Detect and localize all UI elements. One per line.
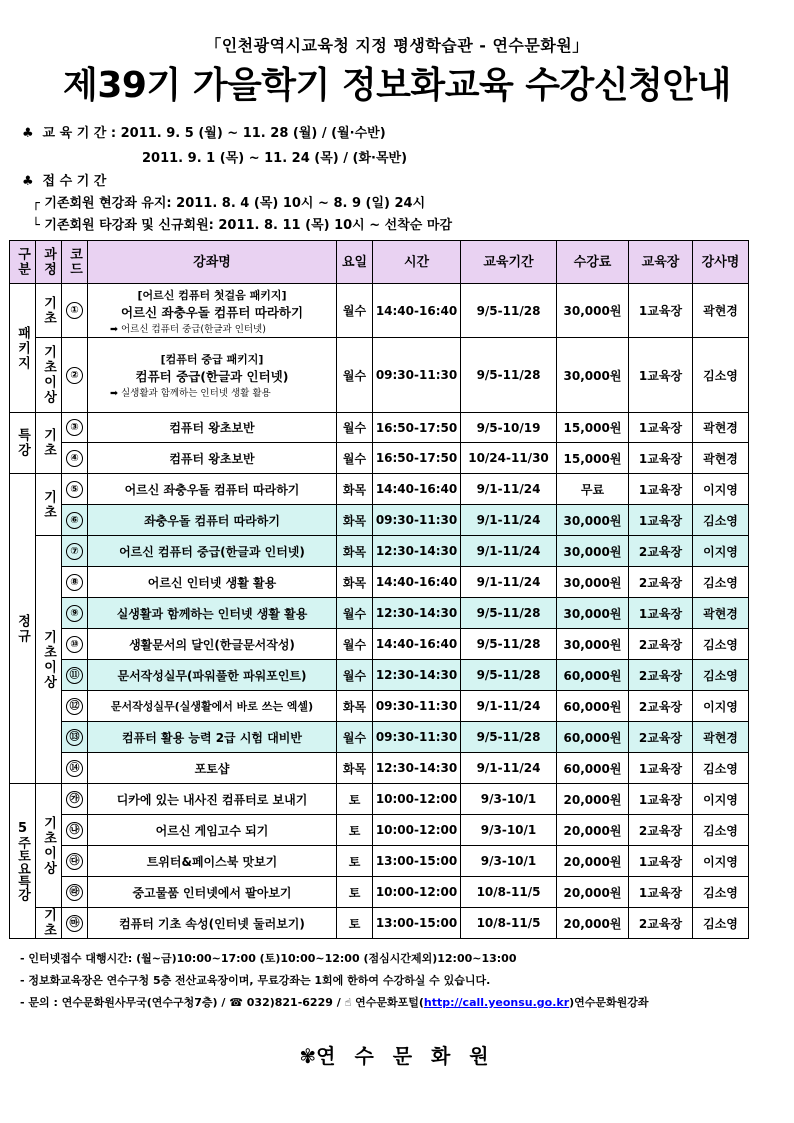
table-row bbox=[10, 846, 749, 877]
footer-organization bbox=[0, 1040, 794, 1069]
course-period: 9/1-11/24 bbox=[461, 536, 557, 567]
course-room: 1교육장 bbox=[629, 753, 693, 784]
education-period-label: 교 육 기 간 : bbox=[42, 126, 117, 141]
course-time: 14:40-16:40 bbox=[373, 284, 461, 338]
education-period-2: 2011. 9. 1 (목) ~ 11. 24 (목) / (화·목반) bbox=[142, 151, 408, 166]
course-period: 9/5-11/28 bbox=[461, 660, 557, 691]
course-code: ② bbox=[66, 367, 83, 384]
package-title: [어르신 컴퓨터 첫걸음 패키지] bbox=[137, 288, 287, 302]
course-day: 화목 bbox=[337, 567, 373, 598]
table-row bbox=[10, 598, 749, 629]
table-row bbox=[10, 753, 749, 784]
course-name: 문서작성실무(파워풀한 파워포인트) bbox=[88, 660, 337, 691]
group-special: 특강 bbox=[10, 413, 36, 474]
header-period: 교육기간 bbox=[461, 241, 557, 284]
course-period: 10/8-11/5 bbox=[461, 877, 557, 908]
course-name: 어르신 게임고수 되기 bbox=[88, 815, 337, 846]
course-day: 토 bbox=[337, 846, 373, 877]
course-room: 1교육장 bbox=[629, 338, 693, 413]
course-code: ③ bbox=[66, 419, 83, 436]
course-time: 12:30-14:30 bbox=[373, 598, 461, 629]
portal-link[interactable]: http://call.yeonsu.go.kr bbox=[423, 996, 570, 1009]
course-code: ⑪ bbox=[66, 667, 83, 684]
course-teacher: 이지영 bbox=[693, 474, 749, 505]
course-code: ⑫ bbox=[66, 698, 83, 715]
course-day: 월수 bbox=[337, 443, 373, 474]
course-fee: 무료 bbox=[557, 474, 629, 505]
level-basic: 기초 bbox=[36, 284, 62, 338]
flower-logo-icon: ✾ bbox=[299, 1044, 317, 1068]
table-row bbox=[10, 536, 749, 567]
header-day: 요일 bbox=[337, 241, 373, 284]
course-code: ㉱ bbox=[66, 884, 83, 901]
course-teacher: 김소영 bbox=[693, 660, 749, 691]
course-period: 9/1-11/24 bbox=[461, 505, 557, 536]
course-name: 컴퓨터 활용 능력 2급 시험 대비반 bbox=[88, 722, 337, 753]
course-period: 10/24-11/30 bbox=[461, 443, 557, 474]
course-name-cell bbox=[88, 338, 337, 413]
table-row bbox=[10, 505, 749, 536]
course-teacher: 곽현경 bbox=[693, 598, 749, 629]
course-time: 10:00-12:00 bbox=[373, 815, 461, 846]
course-fee: 30,000원 bbox=[557, 536, 629, 567]
course-teacher: 곽현경 bbox=[693, 284, 749, 338]
course-room: 1교육장 bbox=[629, 877, 693, 908]
course-fee: 20,000원 bbox=[557, 815, 629, 846]
course-day: 월수 bbox=[337, 413, 373, 443]
table-row bbox=[10, 660, 749, 691]
course-time: 14:40-16:40 bbox=[373, 629, 461, 660]
table-row bbox=[10, 474, 749, 505]
course-day: 화목 bbox=[337, 474, 373, 505]
header-time: 시간 bbox=[373, 241, 461, 284]
footer-name: 연 수 문 화 원 bbox=[316, 1044, 495, 1068]
level-basic: 기초 bbox=[36, 474, 62, 536]
course-teacher: 이지영 bbox=[693, 784, 749, 815]
education-period-1: 2011. 9. 5 (월) ~ 11. 28 (월) / (월·수반) bbox=[120, 126, 386, 141]
course-teacher: 김소영 bbox=[693, 753, 749, 784]
course-period: 9/5-11/28 bbox=[461, 284, 557, 338]
course-code: ⑧ bbox=[66, 574, 83, 591]
course-teacher: 김소영 bbox=[693, 908, 749, 939]
course-code: ⑤ bbox=[66, 481, 83, 498]
course-period: 9/5-11/28 bbox=[461, 338, 557, 413]
course-day: 화목 bbox=[337, 505, 373, 536]
course-fee: 30,000원 bbox=[557, 567, 629, 598]
table-row bbox=[10, 908, 749, 939]
note-contact bbox=[20, 994, 649, 1010]
course-name: 트위터&페이스북 맛보기 bbox=[88, 846, 337, 877]
course-day: 토 bbox=[337, 877, 373, 908]
course-room: 1교육장 bbox=[629, 784, 693, 815]
course-day: 월수 bbox=[337, 660, 373, 691]
club-icon: ♣ bbox=[22, 126, 34, 141]
course-code: ⑭ bbox=[66, 760, 83, 777]
course-day: 토 bbox=[337, 815, 373, 846]
course-time: 13:00-15:00 bbox=[373, 908, 461, 939]
group-package: 패키지 bbox=[10, 284, 36, 413]
table-row bbox=[10, 722, 749, 753]
page-title: 제39기 가을학기 정보화교육 수강신청안내 bbox=[63, 65, 731, 106]
course-day: 월수 bbox=[337, 598, 373, 629]
course-time: 12:30-14:30 bbox=[373, 536, 461, 567]
course-time: 09:30-11:30 bbox=[373, 691, 461, 722]
course-fee: 60,000원 bbox=[557, 660, 629, 691]
package-title: [컴퓨터 중급 패키지] bbox=[160, 353, 264, 366]
course-time: 13:00-15:00 bbox=[373, 846, 461, 877]
note-location: - 정보화교육장은 연수구청 5층 전산교육장이며, 무료강좌는 1회에 한하여 수강하실 수 있습니다. bbox=[20, 974, 491, 987]
course-name: 컴퓨터 왕초보반 bbox=[88, 443, 337, 474]
course-period: 9/5-10/19 bbox=[461, 413, 557, 443]
course-time: 10:00-12:00 bbox=[373, 784, 461, 815]
table-row bbox=[10, 443, 749, 474]
registration-period-line bbox=[22, 170, 106, 189]
course-code: ⑨ bbox=[66, 605, 83, 622]
course-room: 2교육장 bbox=[629, 722, 693, 753]
course-day: 월수 bbox=[337, 722, 373, 753]
course-room: 1교육장 bbox=[629, 846, 693, 877]
course-fee: 20,000원 bbox=[557, 784, 629, 815]
course-time: 14:40-16:40 bbox=[373, 567, 461, 598]
course-period: 9/3-10/1 bbox=[461, 846, 557, 877]
course-period: 9/5-11/28 bbox=[461, 722, 557, 753]
course-period: 9/5-11/28 bbox=[461, 598, 557, 629]
course-fee: 30,000원 bbox=[557, 505, 629, 536]
level-basic-plus: 기초이상 bbox=[36, 784, 62, 908]
course-teacher: 곽현경 bbox=[693, 722, 749, 753]
course-code: ㉰ bbox=[66, 853, 83, 870]
course-teacher: 이지영 bbox=[693, 846, 749, 877]
course-name: 어르신 컴퓨터 중급(한글과 인터넷) bbox=[88, 536, 337, 567]
header-course-level: 과정 bbox=[36, 241, 62, 284]
table-row bbox=[10, 338, 749, 413]
course-room: 2교육장 bbox=[629, 567, 693, 598]
group-regular: 정규 bbox=[10, 474, 36, 784]
course-code: ⑩ bbox=[66, 636, 83, 653]
registration-existing: ┌ 기존회원 현강좌 유지: 2011. 8. 4 (목) 10시 ~ 8. 9 (일) 24시 bbox=[32, 196, 426, 211]
course-time: 09:30-11:30 bbox=[373, 505, 461, 536]
course-period: 10/8-11/5 bbox=[461, 908, 557, 939]
table-row bbox=[10, 284, 749, 338]
course-period: 9/1-11/24 bbox=[461, 691, 557, 722]
course-fee: 15,000원 bbox=[557, 443, 629, 474]
header-course-name: 강좌명 bbox=[88, 241, 337, 284]
course-period: 9/1-11/24 bbox=[461, 474, 557, 505]
course-fee: 30,000원 bbox=[557, 338, 629, 413]
course-code: ④ bbox=[66, 450, 83, 467]
table-row bbox=[10, 815, 749, 846]
course-code: ㉯ bbox=[66, 822, 83, 839]
course-room: 1교육장 bbox=[629, 284, 693, 338]
table-row bbox=[10, 567, 749, 598]
course-room: 1교육장 bbox=[629, 413, 693, 443]
contact-text: - 문의 : 연수문화원사무국(연수구청7층) / ☎ 032)821-6229 / ☝ 연수문화포털( bbox=[20, 996, 424, 1009]
course-name: 디카에 있는 내사진 컴퓨터로 보내기 bbox=[88, 784, 337, 815]
level-basic: 기초 bbox=[36, 413, 62, 474]
education-period-line bbox=[22, 122, 386, 141]
course-fee: 20,000원 bbox=[557, 908, 629, 939]
header-code: 코드 bbox=[62, 241, 88, 284]
course-room: 2교육장 bbox=[629, 815, 693, 846]
course-day: 월수 bbox=[337, 284, 373, 338]
course-room: 2교육장 bbox=[629, 908, 693, 939]
course-code: ⑦ bbox=[66, 543, 83, 560]
course-day: 월수 bbox=[337, 629, 373, 660]
course-room: 2교육장 bbox=[629, 691, 693, 722]
table-row bbox=[10, 784, 749, 815]
course-period: 9/5-11/28 bbox=[461, 629, 557, 660]
package-sub-course: ➡ 어르신 컴퓨터 중급(한글과 인터넷) bbox=[110, 323, 266, 335]
table-row bbox=[10, 877, 749, 908]
course-teacher: 김소영 bbox=[693, 877, 749, 908]
course-code: ⑥ bbox=[66, 512, 83, 529]
course-teacher: 김소영 bbox=[693, 338, 749, 413]
course-time: 10:00-12:00 bbox=[373, 877, 461, 908]
course-room: 2교육장 bbox=[629, 629, 693, 660]
course-name-cell bbox=[88, 284, 337, 338]
course-fee: 30,000원 bbox=[557, 284, 629, 338]
level-basic-plus: 기초이상 bbox=[36, 536, 62, 784]
header-teacher: 강사명 bbox=[693, 241, 749, 284]
course-code: ⑬ bbox=[66, 729, 83, 746]
course-teacher: 김소영 bbox=[693, 815, 749, 846]
course-teacher: 이지영 bbox=[693, 536, 749, 567]
club-icon: ♣ bbox=[22, 174, 34, 189]
course-day: 토 bbox=[337, 908, 373, 939]
course-fee: 30,000원 bbox=[557, 598, 629, 629]
table-header-row bbox=[10, 241, 749, 284]
course-time: 12:30-14:30 bbox=[373, 753, 461, 784]
course-time: 09:30-11:30 bbox=[373, 722, 461, 753]
level-basic-plus: 기초이상 bbox=[36, 338, 62, 413]
header-fee: 수강료 bbox=[557, 241, 629, 284]
course-teacher: 김소영 bbox=[693, 505, 749, 536]
registration-new: └ 기존회원 타강좌 및 신규회원: 2011. 8. 11 (목) 10시 ~ 선착순 마감 bbox=[32, 218, 452, 233]
course-fee: 60,000원 bbox=[557, 691, 629, 722]
course-name: 어르신 좌충우돌 컴퓨터 따라하기 bbox=[88, 474, 337, 505]
course-day: 월수 bbox=[337, 338, 373, 413]
course-time: 09:30-11:30 bbox=[373, 338, 461, 413]
course-room: 2교육장 bbox=[629, 536, 693, 567]
header-room: 교육장 bbox=[629, 241, 693, 284]
course-teacher: 김소영 bbox=[693, 567, 749, 598]
course-teacher: 곽현경 bbox=[693, 443, 749, 474]
course-name: 생활문서의 달인(한글문서작성) bbox=[88, 629, 337, 660]
course-period: 9/3-10/1 bbox=[461, 815, 557, 846]
registration-period-label: 접 수 기 간 bbox=[42, 174, 107, 189]
level-basic: 기초 bbox=[36, 908, 62, 939]
course-room: 2교육장 bbox=[629, 660, 693, 691]
header-category: 구분 bbox=[10, 241, 36, 284]
course-name: 컴퓨터 왕초보반 bbox=[88, 413, 337, 443]
course-teacher: 이지영 bbox=[693, 691, 749, 722]
course-name: 컴퓨터 중급(한글과 인터넷) bbox=[135, 369, 289, 384]
course-code: ㉮ bbox=[66, 791, 83, 808]
course-code: ㉲ bbox=[66, 915, 83, 932]
course-name: 좌충우돌 컴퓨터 따라하기 bbox=[88, 505, 337, 536]
course-room: 1교육장 bbox=[629, 443, 693, 474]
course-name: 문서작성실무(실생활에서 바로 쓰는 엑셀) bbox=[88, 691, 337, 722]
table-row bbox=[10, 629, 749, 660]
course-day: 화목 bbox=[337, 691, 373, 722]
course-period: 9/1-11/24 bbox=[461, 567, 557, 598]
course-code: ① bbox=[66, 302, 83, 319]
course-name: 어르신 좌충우돌 컴퓨터 따라하기 bbox=[120, 304, 304, 320]
course-day: 화목 bbox=[337, 536, 373, 567]
course-room: 1교육장 bbox=[629, 474, 693, 505]
course-fee: 15,000원 bbox=[557, 413, 629, 443]
course-name: 컴퓨터 기초 속성(인터넷 둘러보기) bbox=[88, 908, 337, 939]
table-row bbox=[10, 413, 749, 443]
course-day: 토 bbox=[337, 784, 373, 815]
course-time: 12:30-14:30 bbox=[373, 660, 461, 691]
group-saturday: 5주토요특강 bbox=[10, 784, 36, 939]
course-fee: 20,000원 bbox=[557, 877, 629, 908]
course-fee: 30,000원 bbox=[557, 629, 629, 660]
course-period: 9/3-10/1 bbox=[461, 784, 557, 815]
course-time: 14:40-16:40 bbox=[373, 474, 461, 505]
course-name: 중고물품 인터넷에서 팔아보기 bbox=[88, 877, 337, 908]
package-sub-course: ➡ 실생활과 함께하는 인터넷 생활 활용 bbox=[110, 388, 271, 399]
course-fee: 20,000원 bbox=[557, 846, 629, 877]
course-day: 화목 bbox=[337, 753, 373, 784]
course-name: 어르신 인터넷 생활 활용 bbox=[88, 567, 337, 598]
course-name: 실생활과 함께하는 인터넷 생활 활용 bbox=[88, 598, 337, 629]
note-online-hours: - 인터넷접수 대행시간: (월~금)10:00~17:00 (토)10:00~12:00 (점심시간제외)12:00~13:00 bbox=[20, 952, 517, 965]
course-time: 16:50-17:50 bbox=[373, 443, 461, 474]
course-fee: 60,000원 bbox=[557, 722, 629, 753]
table-row bbox=[10, 691, 749, 722]
contact-suffix: )연수문화원강좌 bbox=[569, 996, 649, 1009]
course-schedule-table bbox=[9, 240, 749, 939]
course-teacher: 김소영 bbox=[693, 629, 749, 660]
course-room: 1교육장 bbox=[629, 505, 693, 536]
course-period: 9/1-11/24 bbox=[461, 753, 557, 784]
course-fee: 60,000원 bbox=[557, 753, 629, 784]
course-teacher: 곽현경 bbox=[693, 413, 749, 443]
organization-line: 「인천광역시교육청 지정 평생학습관 - 연수문화원」 bbox=[205, 36, 589, 55]
course-room: 1교육장 bbox=[629, 598, 693, 629]
course-name: 포토샵 bbox=[88, 753, 337, 784]
course-time: 16:50-17:50 bbox=[373, 413, 461, 443]
